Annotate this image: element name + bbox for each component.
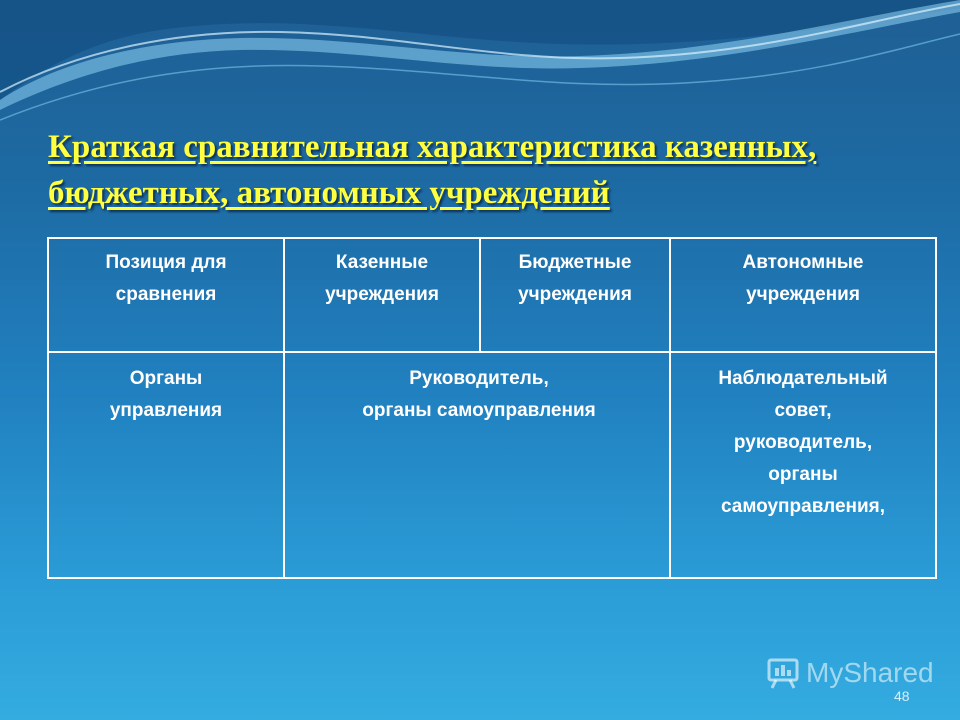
row-position-line-2: управления xyxy=(109,400,223,421)
page-number: 48 xyxy=(894,688,910,704)
header-cell-kazennye xyxy=(284,238,480,352)
myshared-watermark xyxy=(766,656,934,690)
row-cell-avtonomnye xyxy=(670,352,936,578)
row-position-line-1: Органы xyxy=(129,368,203,389)
header-kazennye-line-2: учреждения xyxy=(325,284,439,305)
row-cell-kazennye-budzhetnye xyxy=(284,352,670,578)
header-budzhetnye-line-1: Бюджетные xyxy=(518,252,632,273)
row-cell-position xyxy=(48,352,284,578)
header-cell-avtonomnye xyxy=(670,238,936,352)
row-merged-line-1: Руководитель, xyxy=(409,368,549,389)
header-kazennye-line-1: Казенные xyxy=(335,252,429,273)
table-row-management xyxy=(48,352,936,578)
decorative-wave xyxy=(0,0,960,140)
presentation-board-icon xyxy=(766,656,800,690)
row-avtonomnye-line-2: совет, xyxy=(774,400,832,421)
slide-title xyxy=(48,124,928,216)
table-header-row xyxy=(48,238,936,352)
slide-title-line-1: Краткая сравнительная характеристика казенных, xyxy=(48,129,817,165)
header-position-line-2: сравнения xyxy=(115,284,217,305)
header-position-line-1: Позиция для xyxy=(105,252,227,273)
row-avtonomnye-line-1: Наблюдательный xyxy=(718,368,888,389)
header-avtonomnye-line-1: Автономные xyxy=(742,252,864,273)
header-cell-budzhetnye xyxy=(480,238,670,352)
watermark-text: MyShared xyxy=(806,657,934,688)
header-budzhetnye-line-2: учреждения xyxy=(518,284,632,305)
header-cell-position xyxy=(48,238,284,352)
header-avtonomnye-line-2: учреждения xyxy=(746,284,860,305)
row-merged-line-2: органы самоуправления xyxy=(362,400,596,421)
row-avtonomnye-line-3: руководитель, xyxy=(733,432,873,453)
comparison-table xyxy=(47,237,937,579)
slide-title-line-2: бюджетных, автономных учреждений xyxy=(48,175,610,211)
row-avtonomnye-line-4: органы xyxy=(768,464,838,485)
row-avtonomnye-line-5: самоуправления, xyxy=(720,496,886,517)
